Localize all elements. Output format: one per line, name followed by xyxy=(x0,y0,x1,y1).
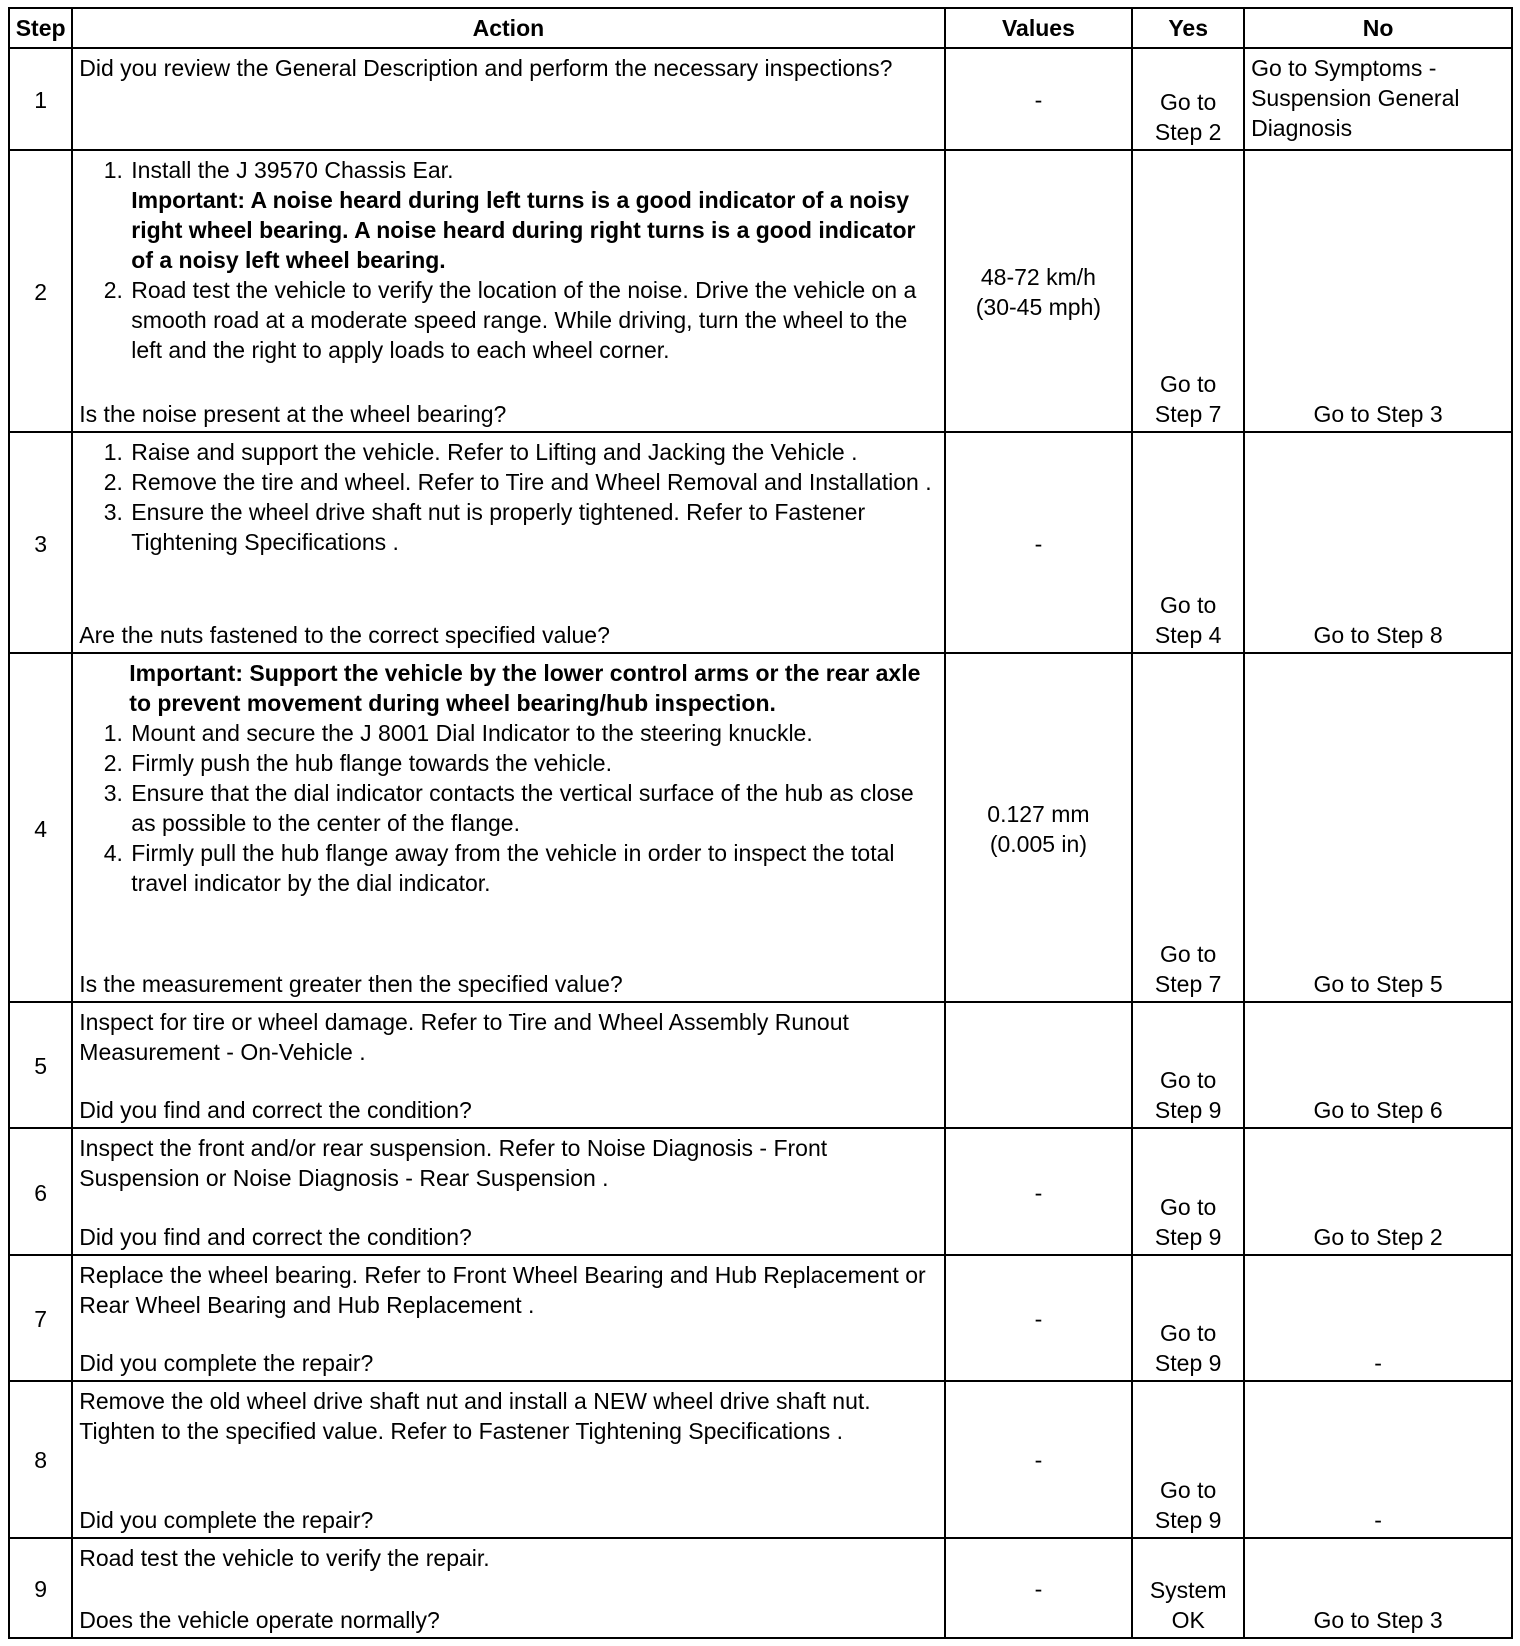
diagnostic-table xyxy=(8,7,1513,1639)
values-text: - xyxy=(1034,1575,1043,1602)
action-step-item: 2. Road test the vehicle to verify the location of the noise. Drive the vehicle on a smooth road at a moderate speed range. While driving, turn the wheel to the left and the right to apply loads to each wheel corner. xyxy=(129,275,937,365)
no-cell xyxy=(1244,1381,1512,1538)
header-row xyxy=(9,8,1512,48)
action-question: Are the nuts fastened to the correct specified value? xyxy=(79,622,610,649)
yes-cell xyxy=(1132,1255,1244,1381)
yes-cell xyxy=(1132,150,1244,432)
values-text: 48-72 km/h (30-45 mph) xyxy=(975,264,1102,321)
action-cell xyxy=(72,1255,944,1381)
action-text: Replace the wheel bearing. Refer to Front Wheel Bearing and Hub Replacement or Rear Wheel Bearing and Hub Replacement . xyxy=(79,1261,926,1318)
action-cell xyxy=(72,1381,944,1538)
yes-link[interactable]: Go to Step 2 xyxy=(1154,89,1222,146)
table-row xyxy=(9,432,1512,653)
header-values: Values xyxy=(945,8,1133,48)
action-steps xyxy=(79,437,937,557)
yes-link[interactable]: Go to Step 9 xyxy=(1154,1320,1222,1377)
step-number: 6 xyxy=(9,1128,72,1254)
no-link[interactable]: Go to Step 3 xyxy=(1313,401,1443,428)
action-cell xyxy=(72,150,944,432)
no-cell xyxy=(1244,150,1512,432)
yes-link[interactable]: System OK xyxy=(1149,1577,1227,1633)
action-step-item: 4. Firmly pull the hub flange away from the vehicle in order to inspect the total travel indicator by the dial indicator. xyxy=(129,838,937,898)
no-cell xyxy=(1244,1538,1512,1638)
action-step-item: 3. Ensure the wheel drive shaft nut is properly tightened. Refer to Fastener Tightening Specifications . xyxy=(129,497,937,557)
yes-link[interactable]: Go to Step 4 xyxy=(1154,592,1222,649)
values-cell xyxy=(945,150,1133,432)
action-cell xyxy=(72,1538,944,1638)
table-row xyxy=(9,1255,1512,1381)
table-row xyxy=(9,653,1512,1002)
table-row xyxy=(9,1538,1512,1638)
values-cell xyxy=(945,48,1133,150)
table-row xyxy=(9,1128,1512,1254)
action-cell xyxy=(72,48,944,150)
values-cell xyxy=(945,1128,1133,1254)
no-cell xyxy=(1244,1255,1512,1381)
yes-link[interactable]: Go to Step 9 xyxy=(1154,1476,1222,1533)
yes-cell xyxy=(1132,1538,1244,1638)
action-text: Did you review the General Description and perform the necessary inspections? xyxy=(79,55,893,81)
no-cell xyxy=(1244,432,1512,653)
values-text: 0.127 mm (0.005 in) xyxy=(987,800,1090,857)
action-step-item: 2. Remove the tire and wheel. Refer to Tire and Wheel Removal and Installation . xyxy=(129,467,937,497)
action-step-text: Install the J 39570 Chassis Ear. xyxy=(131,157,454,184)
action-steps xyxy=(79,718,937,898)
action-step-item: 2. Firmly push the hub flange towards the vehicle. xyxy=(129,748,937,778)
values-cell xyxy=(945,432,1133,653)
action-cell xyxy=(72,1002,944,1128)
action-step-item: 3. Ensure that the dial indicator contacts the vertical surface of the hub as close as possible to the center of the flange. xyxy=(129,778,937,838)
values-text: - xyxy=(1034,1447,1043,1474)
step-number: 1 xyxy=(9,48,72,150)
action-step-item: 1. Raise and support the vehicle. Refer to Lifting and Jacking the Vehicle . xyxy=(129,437,937,467)
values-text: - xyxy=(1034,530,1043,557)
no-link[interactable]: Go to Step 3 xyxy=(1313,1607,1443,1633)
action-question: Does the vehicle operate normally? xyxy=(79,1607,440,1633)
table-row xyxy=(9,48,1512,150)
step-number: 9 xyxy=(9,1538,72,1638)
action-question: Is the noise present at the wheel bearing? xyxy=(79,401,507,428)
important-note: Important: Support the vehicle by the lower control arms or the rear axle to prevent movement during wheel bearing/hub inspection. xyxy=(129,660,921,717)
no-link[interactable]: Go to Symptoms - Suspension General Diagnosis xyxy=(1251,55,1460,141)
yes-cell xyxy=(1132,653,1244,1002)
action-cell xyxy=(72,432,944,653)
no-link: - xyxy=(1374,1350,1382,1377)
table-row xyxy=(9,150,1512,432)
yes-link[interactable]: Go to Step 9 xyxy=(1154,1067,1222,1124)
no-cell xyxy=(1244,1128,1512,1254)
action-question: Did you complete the repair? xyxy=(79,1350,374,1377)
table-row xyxy=(9,1002,1512,1128)
no-cell xyxy=(1244,48,1512,150)
action-cell xyxy=(72,653,944,1002)
values-cell xyxy=(945,1538,1133,1638)
table-row xyxy=(9,1381,1512,1538)
step-number: 4 xyxy=(9,653,72,1002)
action-text: Road test the vehicle to verify the repair. xyxy=(79,1544,490,1571)
no-cell xyxy=(1244,1002,1512,1128)
header-no: No xyxy=(1244,8,1512,48)
header-yes: Yes xyxy=(1132,8,1244,48)
yes-cell xyxy=(1132,432,1244,653)
yes-cell xyxy=(1132,48,1244,150)
values-text: - xyxy=(1034,1305,1043,1332)
no-link: - xyxy=(1374,1506,1382,1533)
action-text: Inspect the front and/or rear suspension. Refer to Noise Diagnosis - Front Suspension or Noise Diagnosis - Rear Suspension . xyxy=(79,1135,828,1192)
values-cell xyxy=(945,653,1133,1002)
action-question: Did you find and correct the condition? xyxy=(79,1097,472,1124)
yes-cell xyxy=(1132,1128,1244,1254)
values-cell xyxy=(945,1381,1133,1538)
yes-link[interactable]: Go to Step 9 xyxy=(1154,1193,1222,1250)
step-number: 3 xyxy=(9,432,72,653)
important-note: Important: A noise heard during left turns is a good indicator of a noisy right wheel bearing. A noise heard during right turns is a good indicator of a noisy left wheel bearing. xyxy=(131,187,916,274)
values-text: - xyxy=(1034,1179,1043,1206)
step-number: 2 xyxy=(9,150,72,432)
yes-cell xyxy=(1132,1381,1244,1538)
action-text: Remove the old wheel drive shaft nut and install a NEW wheel drive shaft nut. Tighten to the specified value. Refer to Fastener Tightening Specifications . xyxy=(79,1388,871,1445)
action-cell xyxy=(72,1128,944,1254)
action-question: Did you find and correct the condition? xyxy=(79,1223,472,1250)
action-question: Did you complete the repair? xyxy=(79,1506,374,1533)
action-step-item: 1. Mount and secure the J 8001 Dial Indicator to the steering knuckle. xyxy=(129,718,937,748)
no-link[interactable]: Go to Step 5 xyxy=(1313,971,1443,998)
action-question: Is the measurement greater then the specified value? xyxy=(79,971,623,998)
no-link[interactable]: Go to Step 2 xyxy=(1313,1223,1443,1250)
values-cell xyxy=(945,1002,1133,1128)
values-text: - xyxy=(1034,87,1043,114)
yes-link[interactable]: Go to Step 7 xyxy=(1154,941,1222,998)
action-step-item xyxy=(129,155,937,275)
header-step: Step xyxy=(9,8,72,48)
no-link[interactable]: Go to Step 8 xyxy=(1313,622,1443,649)
values-cell xyxy=(945,1255,1133,1381)
yes-cell xyxy=(1132,1002,1244,1128)
header-action: Action xyxy=(72,8,944,48)
no-link[interactable]: Go to Step 6 xyxy=(1313,1097,1443,1124)
step-number: 5 xyxy=(9,1002,72,1128)
action-text: Inspect for tire or wheel damage. Refer to Tire and Wheel Assembly Runout Measurement - On-Vehicle . xyxy=(79,1009,849,1066)
step-number: 7 xyxy=(9,1255,72,1381)
action-steps xyxy=(79,155,937,365)
step-number: 8 xyxy=(9,1381,72,1538)
yes-link[interactable]: Go to Step 7 xyxy=(1154,371,1222,428)
no-cell xyxy=(1244,653,1512,1002)
